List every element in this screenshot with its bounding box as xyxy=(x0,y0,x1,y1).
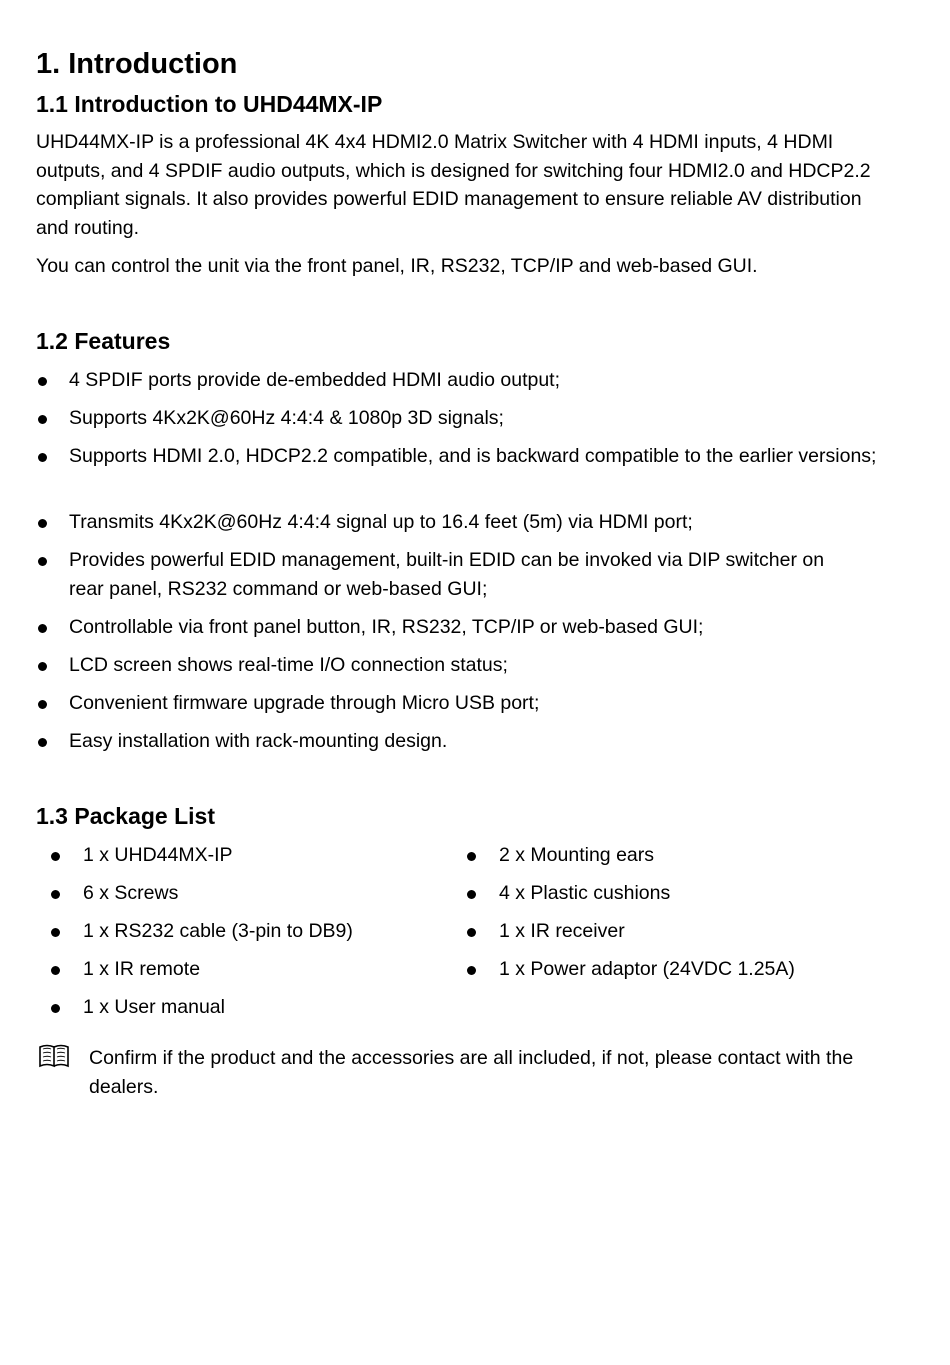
package-item-text: 6 x Screws xyxy=(83,882,179,904)
bullet-icon xyxy=(51,852,60,861)
bullet-icon xyxy=(38,738,47,747)
bullet-icon xyxy=(51,966,60,975)
package-item-text: 2 x Mounting ears xyxy=(499,844,655,866)
bullet-icon xyxy=(38,377,47,386)
bullet-icon xyxy=(51,928,60,937)
book-icon xyxy=(38,1044,70,1073)
package-item-text: 1 x Power adaptor (24VDC 1.25A) xyxy=(499,958,795,980)
feature-text: Controllable via front panel button, IR, RS232, TCP/IP or web-based GUI; xyxy=(69,616,704,638)
feature-text: Convenient firmware upgrade through Micro USB port; xyxy=(69,692,540,714)
bullet-icon xyxy=(467,890,476,899)
package-item-text: 4 x Plastic cushions xyxy=(499,882,671,904)
note-text: Confirm if the product and the accessories are all included, if not, please contact with the dealers. xyxy=(89,1047,854,1098)
features-section-title: 1.2 Features xyxy=(36,328,171,354)
feature-text: Easy installation with rack-mounting design. xyxy=(69,730,448,752)
bullet-icon xyxy=(38,453,47,462)
feature-text: Transmits 4Kx2K@60Hz 4:4:4 signal up to 16.4 feet (5m) via HDMI port; xyxy=(69,511,693,533)
feature-text: Supports HDMI 2.0, HDCP2.2 compatible, and is backward compatible to the earlier versions; xyxy=(69,445,877,467)
bullet-icon xyxy=(467,928,476,937)
package-item-text: 1 x RS232 cable (3-pin to DB9) xyxy=(83,920,353,942)
intro-section-title: 1.1 Introduction to UHD44MX-IP xyxy=(36,91,383,117)
package-item-text: 1 x User manual xyxy=(83,996,225,1018)
bullet-icon xyxy=(467,966,476,975)
intro-paragraph: UHD44MX-IP is a professional 4K 4x4 HDMI2.0 Matrix Switcher with 4 HDMI inputs, 4 HDMI outputs, and 4 SPDIF audio outputs, which is designed for switching four HDMI2.0 and HDCP2.2 compliant signals. It also provides powerful EDID management to ensure reliable AV distribution and routing. xyxy=(36,131,871,239)
bullet-icon xyxy=(38,700,47,709)
page-title: 1. Introduction xyxy=(36,48,238,80)
feature-text: LCD screen shows real-time I/O connection status; xyxy=(69,654,508,676)
package-section-title: 1.3 Package List xyxy=(36,803,215,829)
feature-text: Provides powerful EDID management, built-in EDID can be invoked via DIP switcher on rear panel, RS232 command or web-based GUI; xyxy=(69,549,825,600)
bullet-icon xyxy=(38,519,47,528)
bullet-icon xyxy=(38,415,47,424)
bullet-icon xyxy=(38,624,47,633)
bullet-icon xyxy=(51,890,60,899)
bullet-icon xyxy=(38,662,47,671)
package-item-text: 1 x IR receiver xyxy=(499,920,625,942)
feature-text: Supports 4Kx2K@60Hz 4:4:4 & 1080p 3D signals; xyxy=(69,407,504,429)
feature-text: 4 SPDIF ports provide de-embedded HDMI audio output; xyxy=(69,369,561,391)
package-item-text: 1 x UHD44MX-IP xyxy=(83,844,233,866)
bullet-icon xyxy=(51,1004,60,1013)
package-item-text: 1 x IR remote xyxy=(83,958,201,980)
control-paragraph: You can control the unit via the front panel, IR, RS232, TCP/IP and web-based GUI. xyxy=(36,255,758,277)
bullet-icon xyxy=(38,557,47,566)
bullet-icon xyxy=(467,852,476,861)
